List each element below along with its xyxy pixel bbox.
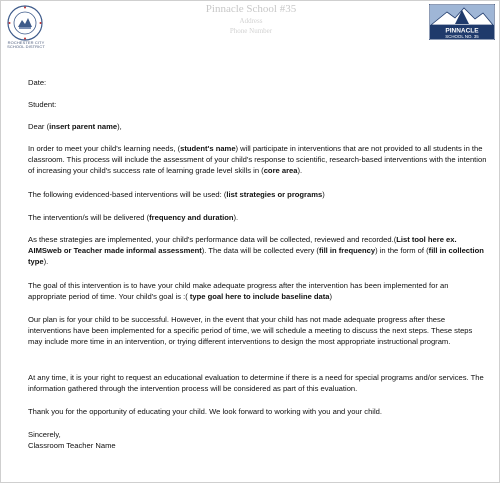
- letterhead: [1, 1, 499, 56]
- p1-text-3: ).: [297, 166, 303, 175]
- p3-text-1: The intervention/s will be delivered (: [28, 213, 150, 222]
- collection-type-placeholder: fill in collection type: [28, 246, 484, 266]
- district-seal-logo: [7, 5, 43, 41]
- paragraph-intro: [28, 143, 488, 176]
- p4-text-4: ).: [43, 257, 49, 266]
- p5-text-2: ): [329, 292, 333, 301]
- frequency-duration-placeholder: frequency and duration: [149, 213, 234, 222]
- paragraph-thanks: Thank you for the opportunity of educating your child. We look forward to working with you and your child.: [28, 407, 383, 416]
- p1-text-2: ) will participate in interventions that are not provided to all students in the classroom. This process will include the assessment of your child's response to scientific, research-based interventions with the intention of increasing your child's success rate of learning grade level skills in (: [28, 144, 487, 175]
- p4-text-1: As these strategies are implemented, your child's performance data will be collected, reviewed and recorded.(: [28, 235, 397, 244]
- school-name: Pinnacle School #35: [205, 3, 297, 15]
- district-caption: ROCHESTER CITY SCHOOL DISTRICT: [7, 40, 45, 49]
- pinnacle-school-logo: [429, 4, 495, 40]
- p5-text-1: The goal of this intervention is to have your child make adequate progress after the intervention has been implemented for an appropriate period of time. Your child's goal is :(: [28, 281, 449, 301]
- p3-text-2: ).: [233, 213, 239, 222]
- salutation-suffix: ),: [117, 122, 122, 131]
- goal-placeholder: type goal here to include baseline data: [189, 292, 330, 301]
- paragraph-data-collection: [28, 234, 488, 267]
- parent-name-placeholder: insert parent name: [49, 122, 118, 131]
- salutation-prefix: Dear (: [28, 122, 50, 131]
- student-line: Student:: [28, 100, 57, 109]
- pinnacle-logo-text: PINNACLE: [445, 27, 479, 35]
- p2-text-2: ): [322, 190, 325, 199]
- paragraph-rights: At any time, it is your right to request an educational evaluation to determine if there is a need for special programs and/or services. The information gathered through the intervention process will be considered as part of this evaluation.: [28, 373, 484, 393]
- paragraph-strategies: [28, 189, 488, 200]
- p2-text-1: The following evidenced-based interventions will be used: (: [28, 190, 227, 199]
- salutation: [28, 121, 488, 132]
- school-phone: Phone Number: [229, 27, 273, 35]
- strategies-placeholder: list strategies or programs: [226, 190, 323, 199]
- paragraph-delivery: [28, 212, 488, 223]
- student-name-placeholder: student's name: [180, 144, 236, 153]
- fill-frequency-placeholder: fill in frequency: [318, 246, 376, 255]
- school-address: Address: [239, 17, 263, 25]
- paragraph-plan: Our plan is for your child to be successful. However, in the event that your child has not made adequate progress after these interventions have been implemented for a specific period of time, we will schedule a meeting to discuss the next steps. These steps may include more time in an intervention, or trying different interventions to design the most appropriate instructional program.: [28, 315, 473, 346]
- signature-label: Classroom Teacher Name: [28, 441, 116, 450]
- date-line: Date:: [28, 78, 47, 87]
- p4-text-3: ) in the form of (: [375, 246, 429, 255]
- p1-text-1: In order to meet your child's learning needs, (: [28, 144, 181, 153]
- tool-placeholder: List tool here ex. AIMSweb or Teacher made informal assessment: [28, 235, 457, 255]
- paragraph-goal: [28, 280, 488, 302]
- pinnacle-logo-subtext: SCHOOL NO. 35: [445, 33, 479, 39]
- core-area-placeholder: core area: [263, 166, 298, 175]
- p4-text-2: ). The data will be collected every (: [201, 246, 319, 255]
- closing: Sincerely,: [28, 430, 61, 439]
